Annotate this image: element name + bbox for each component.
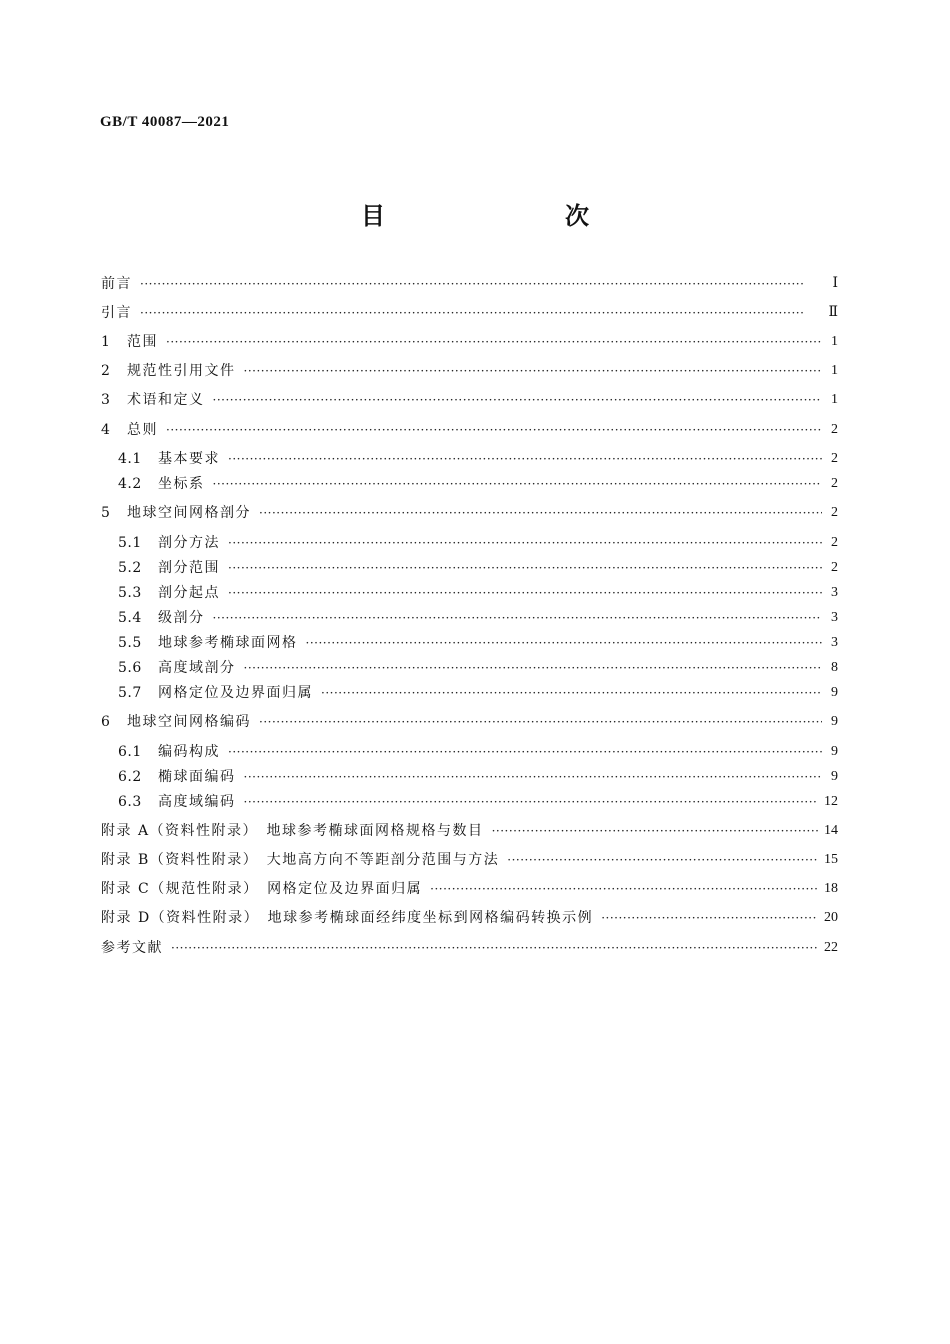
toc-entry-4[interactable] xyxy=(101,420,838,440)
dot-leader xyxy=(228,533,822,553)
toc-entry-6-1[interactable] xyxy=(118,742,838,762)
toc-entry-label: 术语和定义 xyxy=(127,392,205,408)
toc-entry-label: 编码构成 xyxy=(158,744,220,760)
toc-entry-page: 9 xyxy=(831,744,838,759)
toc-entry-appendix-b[interactable] xyxy=(101,850,838,870)
toc-entry-page: 15 xyxy=(824,852,838,867)
toc-entry-label: 引言 xyxy=(101,305,132,321)
toc-entry-page: 2 xyxy=(831,535,838,550)
dot-leader xyxy=(492,821,818,841)
toc-entry-number: 5.2 xyxy=(118,560,142,576)
toc-entry-label: 高度域剖分 xyxy=(158,660,236,676)
dot-leader xyxy=(140,274,822,294)
dot-leader xyxy=(321,683,822,703)
dot-leader xyxy=(228,742,822,762)
dot-leader xyxy=(259,712,822,732)
toc-entry-number: 6.1 xyxy=(118,744,142,760)
toc-entry-label: 范围 xyxy=(127,334,158,350)
toc-entry-label: 剖分范围 xyxy=(158,560,220,576)
dot-leader xyxy=(228,558,822,578)
toc-entry-3[interactable] xyxy=(101,390,838,410)
toc-entry-page: Ⅱ xyxy=(828,305,838,320)
toc-entry-page: 1 xyxy=(831,334,838,349)
toc-entry-number: 6 xyxy=(101,714,110,730)
toc-entry-6-3[interactable] xyxy=(118,792,838,812)
toc-entry-page: 9 xyxy=(831,769,838,784)
dot-leader xyxy=(430,879,818,899)
toc-entry-label: 参考文献 xyxy=(101,940,163,956)
toc-entry-5-6[interactable] xyxy=(118,658,838,678)
toc-entry-number: 4.2 xyxy=(118,476,142,492)
dot-leader xyxy=(306,633,823,653)
toc-entry-number: 4.1 xyxy=(118,451,142,467)
toc-entry-number: 5.3 xyxy=(118,585,142,601)
toc-entry-label: 网格定位及边界面归属 xyxy=(158,685,313,701)
toc-entry-page: 3 xyxy=(831,635,838,650)
dot-leader xyxy=(213,474,823,494)
toc-entry-label: 总则 xyxy=(127,422,158,438)
toc-entry-page: 9 xyxy=(831,685,838,700)
toc-entry-label: 附录 D（资料性附录） 地球参考椭球面经纬度坐标到网格编码转换示例 xyxy=(101,910,594,926)
dot-leader xyxy=(213,390,823,410)
toc-entry-page: 3 xyxy=(831,610,838,625)
dot-leader xyxy=(166,332,822,352)
toc-entry-5[interactable] xyxy=(101,503,838,523)
toc-entry-number: 2 xyxy=(101,363,110,379)
toc-entry-number: 3 xyxy=(101,392,110,408)
dot-leader xyxy=(166,420,822,440)
toc-entry-5-7[interactable] xyxy=(118,683,838,703)
toc-title: 目 次 xyxy=(361,201,633,230)
toc-entry-number: 5 xyxy=(101,505,110,521)
toc-entry-label: 高度域编码 xyxy=(158,794,236,810)
toc-entry-label: 剖分方法 xyxy=(158,535,220,551)
dot-leader xyxy=(171,938,818,958)
toc-entry-label: 地球参考椭球面网格 xyxy=(158,635,298,651)
dot-leader xyxy=(244,658,823,678)
toc-entry-page: 2 xyxy=(831,422,838,437)
toc-entry-2[interactable] xyxy=(101,361,838,381)
toc-entry-number: 5.1 xyxy=(118,535,142,551)
toc-entry-label: 地球空间网格剖分 xyxy=(127,505,251,521)
toc-entry-5-2[interactable] xyxy=(118,558,838,578)
toc-entry-label: 附录 B（资料性附录） 大地高方向不等距剖分范围与方法 xyxy=(101,852,500,868)
dot-leader xyxy=(140,303,822,323)
dot-leader xyxy=(244,767,823,787)
toc-entry-label: 附录 A（资料性附录） 地球参考椭球面网格规格与数目 xyxy=(101,823,484,839)
toc-entry-label: 地球空间网格编码 xyxy=(127,714,251,730)
toc-entry-page: 8 xyxy=(831,660,838,675)
toc-entry-number: 5.5 xyxy=(118,635,142,651)
dot-leader xyxy=(244,792,819,812)
toc-entry-6[interactable] xyxy=(101,712,838,732)
toc-entry-4-1[interactable] xyxy=(118,449,838,469)
toc-entry-label: 附录 C（规范性附录） 网格定位及边界面归属 xyxy=(101,881,423,897)
toc-entry-page: 1 xyxy=(831,363,838,378)
toc-entry-5-1[interactable] xyxy=(118,533,838,553)
toc-entry-4-2[interactable] xyxy=(118,474,838,494)
toc-entry-5-5[interactable] xyxy=(118,633,838,653)
dot-leader xyxy=(507,850,818,870)
toc-entry-appendix-d[interactable] xyxy=(101,908,838,928)
toc-entry-appendix-c[interactable] xyxy=(101,879,838,899)
toc-entry-label: 剖分起点 xyxy=(158,585,220,601)
toc-entry-number: 5.4 xyxy=(118,610,142,626)
toc-entry-page: 2 xyxy=(831,560,838,575)
toc-entry-label: 坐标系 xyxy=(158,476,205,492)
toc-entry-page: 14 xyxy=(824,823,838,838)
toc-entry-label: 前言 xyxy=(101,276,132,292)
toc-entry-page: 20 xyxy=(824,910,838,925)
toc-entry-label: 基本要求 xyxy=(158,451,220,467)
toc-entry-5-3[interactable] xyxy=(118,583,838,603)
dot-leader xyxy=(601,908,818,928)
dot-leader xyxy=(213,608,823,628)
toc-entry-appendix-a[interactable] xyxy=(101,821,838,841)
toc-entry-number: 1 xyxy=(101,334,110,350)
toc-entry-page: 9 xyxy=(831,714,838,729)
toc-entry-foreword[interactable] xyxy=(101,274,838,294)
toc-entry-label: 级剖分 xyxy=(158,610,205,626)
toc-entry-page: 2 xyxy=(831,476,838,491)
toc-entry-number: 4 xyxy=(101,422,110,438)
standard-number: GB/T 40087—2021 xyxy=(100,114,230,130)
toc-entry-1[interactable] xyxy=(101,332,838,352)
toc-entry-page: 2 xyxy=(831,505,838,520)
toc-entry-number: 5.7 xyxy=(118,685,142,701)
toc-entry-page: 12 xyxy=(824,794,838,809)
toc-entry-page: Ⅰ xyxy=(832,276,838,291)
toc-entry-page: 1 xyxy=(831,392,838,407)
toc-entry-number: 6.2 xyxy=(118,769,142,785)
toc-entry-number: 5.6 xyxy=(118,660,142,676)
dot-leader xyxy=(228,449,822,469)
toc-entry-label: 规范性引用文件 xyxy=(127,363,236,379)
dot-leader xyxy=(244,361,823,381)
toc-entry-page: 2 xyxy=(831,451,838,466)
dot-leader xyxy=(228,583,822,603)
toc-entry-6-2[interactable] xyxy=(118,767,838,787)
toc-entry-introduction[interactable] xyxy=(101,303,838,323)
toc-entry-number: 6.3 xyxy=(118,794,142,810)
toc-entry-page: 18 xyxy=(824,881,838,896)
toc-entry-references[interactable] xyxy=(101,938,838,958)
toc-entry-page: 22 xyxy=(824,940,838,955)
dot-leader xyxy=(259,503,822,523)
toc-entry-label: 椭球面编码 xyxy=(158,769,236,785)
toc-entry-page: 3 xyxy=(831,585,838,600)
toc-entry-5-4[interactable] xyxy=(118,608,838,628)
